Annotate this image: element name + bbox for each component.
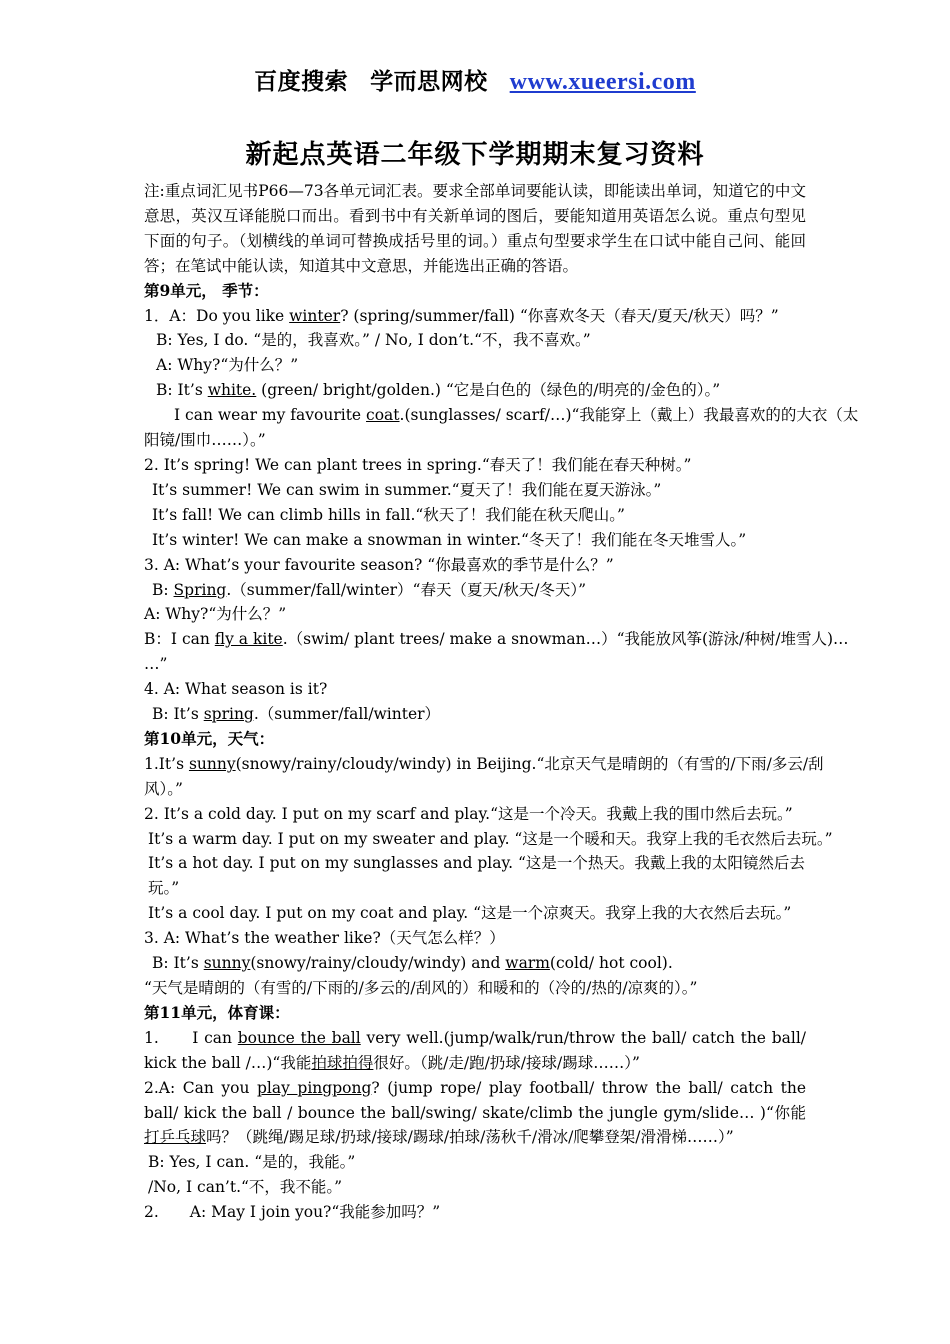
unit10-line: 2. It’s a cold day. I put on my scarf and play.“这是一个冷天。我戴上我的围巾然后去玩。” (144, 804, 793, 823)
intro-note: 注:重点词汇见书P66—73各单元词汇表。要求全部单词要能认读，即能读出单词，知道它的中文意思，英汉互译能脱口而出。看到书中有关新单词的图后，要能知道用英语怎么说。重点句型见下面的句子。（划横线的单词可替换成括号里的词。）重点句型要求学生在口试中能自己问、能回答；在笔试中能认读，知道其中文意思，并能选出正确的答语。 (144, 182, 806, 275)
unit11-line: 1. I can bounce the ball very well.(jump/walk/run/throw the ball/ catch the ball/ kick the ball /…)“我能拍球拍得很好。（跳/走/跑/扔球/接球/踢球……）” (144, 1028, 807, 1072)
unit10-line: 3. A: What’s the weather like?（天气怎么样？） (144, 929, 505, 948)
unit9-line: B: It’s white. (green/ bright/golden.) “它是白色的（绿色的/明亮的/金色的）。” (156, 381, 721, 400)
unit9-line: 4. A: What season is it? (144, 680, 328, 699)
unit9-line: A: Why?“为什么？” (144, 605, 287, 624)
unit9-line: I can wear my favourite coat.(sunglasses/ scarf/…)“我能穿上（戴上）我最喜欢的的大衣（太 (174, 406, 859, 425)
unit10-line: It’s a warm day. I put on my sweater and play. “这是一个暖和天。我穿上我的毛衣然后去玩。” (148, 829, 833, 848)
document-title: 新起点英语二年级下学期期末复习资料 (245, 140, 705, 170)
unit11-line: 2.A: Can you play pingpong? (jump rope/ play football/ throw the ball/ catch the ball/ kick the ball / bounce the ball/swing/ skate/climb the jungle gym/slide… )“你能打乒乓球吗？（跳绳/踢足球/扔球/接球/踢球/拍球/荡秋千/滑冰/爬攀登架/滑滑梯……）” (144, 1078, 807, 1147)
unit9-line: B: It’s spring.（summer/fall/winter） (152, 705, 441, 724)
unit10-line: B: It’s sunny(snowy/rainy/cloudy/windy) and warm(cold/ hot cool). (152, 954, 673, 973)
unit11-heading: 第11单元，体育课： (144, 1002, 290, 1022)
unit10-line: It’s a cool day. I put on my coat and play. “这是一个凉爽天。我穿上我的大衣然后去玩。” (148, 904, 792, 923)
unit9-line: It’s winter! We can make a snowman in winter.“冬天了！我们能在冬天堆雪人。” (152, 530, 747, 549)
header-website-link[interactable]: www.xueersi.com (509, 69, 696, 95)
unit10-line: 风）。” (144, 779, 183, 798)
unit10-line: It’s a hot day. I put on my sunglasses and play. “这是一个热天。我戴上我的太阳镜然后去玩。” (148, 854, 805, 898)
unit11-line: /No, I can’t.“不，我不能。” (148, 1178, 343, 1197)
unit9-line: 阳镜/围巾……）。” (144, 431, 266, 450)
unit11-line: B: Yes, I can. “是的，我能。” (148, 1153, 356, 1172)
header-school-name: 学而思网校 (370, 69, 488, 95)
page-header (0, 64, 950, 100)
unit9-line: It’s fall! We can climb hills in fall.“秋天了！我们能在秋天爬山。” (152, 505, 625, 524)
unit9-line: B: Spring.（summer/fall/winter）“春天（夏天/秋天/冬天）” (152, 580, 587, 599)
unit11-line: 2. A: May I join you?“我能参加吗？” (144, 1203, 441, 1222)
unit9-heading: 第9单元， 季节： (144, 280, 269, 300)
header-search-text: 百度搜索 (254, 69, 349, 95)
unit9-line: 1．A：Do you like winter? (spring/summer/fall) “你喜欢冬天（春天/夏天/秋天）吗？” (144, 306, 779, 325)
unit9-line: B: Yes, I do. “是的，我喜欢。” / No, I don’t.“不，我不喜欢。” (156, 331, 591, 350)
unit9-line: …” (144, 655, 168, 674)
unit9-line: 3. A: What’s your favourite season? “你最喜欢的季节是什么？” (144, 555, 614, 574)
unit10-heading: 第10单元，天气： (144, 728, 275, 748)
unit9-line: It’s summer! We can swim in summer.“夏天了！我们能在夏天游泳。” (152, 480, 662, 499)
unit10-line: 1.It’s sunny(snowy/rainy/cloudy/windy) in Beijing.“北京天气是晴朗的（有雪的/下雨/多云/刮 (144, 754, 824, 773)
unit9-line: 2. It’s spring! We can plant trees in spring.“春天了！我们能在春天种树。” (144, 455, 692, 474)
unit10-line: “天气是晴朗的（有雪的/下雨的/多云的/刮风的）和暖和的（冷的/热的/凉爽的）。” (144, 979, 698, 997)
document-body (144, 179, 859, 1225)
unit9-line: A: Why?“为什么？” (156, 356, 299, 375)
unit9-line: B：I can fly a kite.（swim/ plant trees/ make a snowman…）“我能放风筝(游泳/种树/堆雪人)… (144, 630, 849, 649)
